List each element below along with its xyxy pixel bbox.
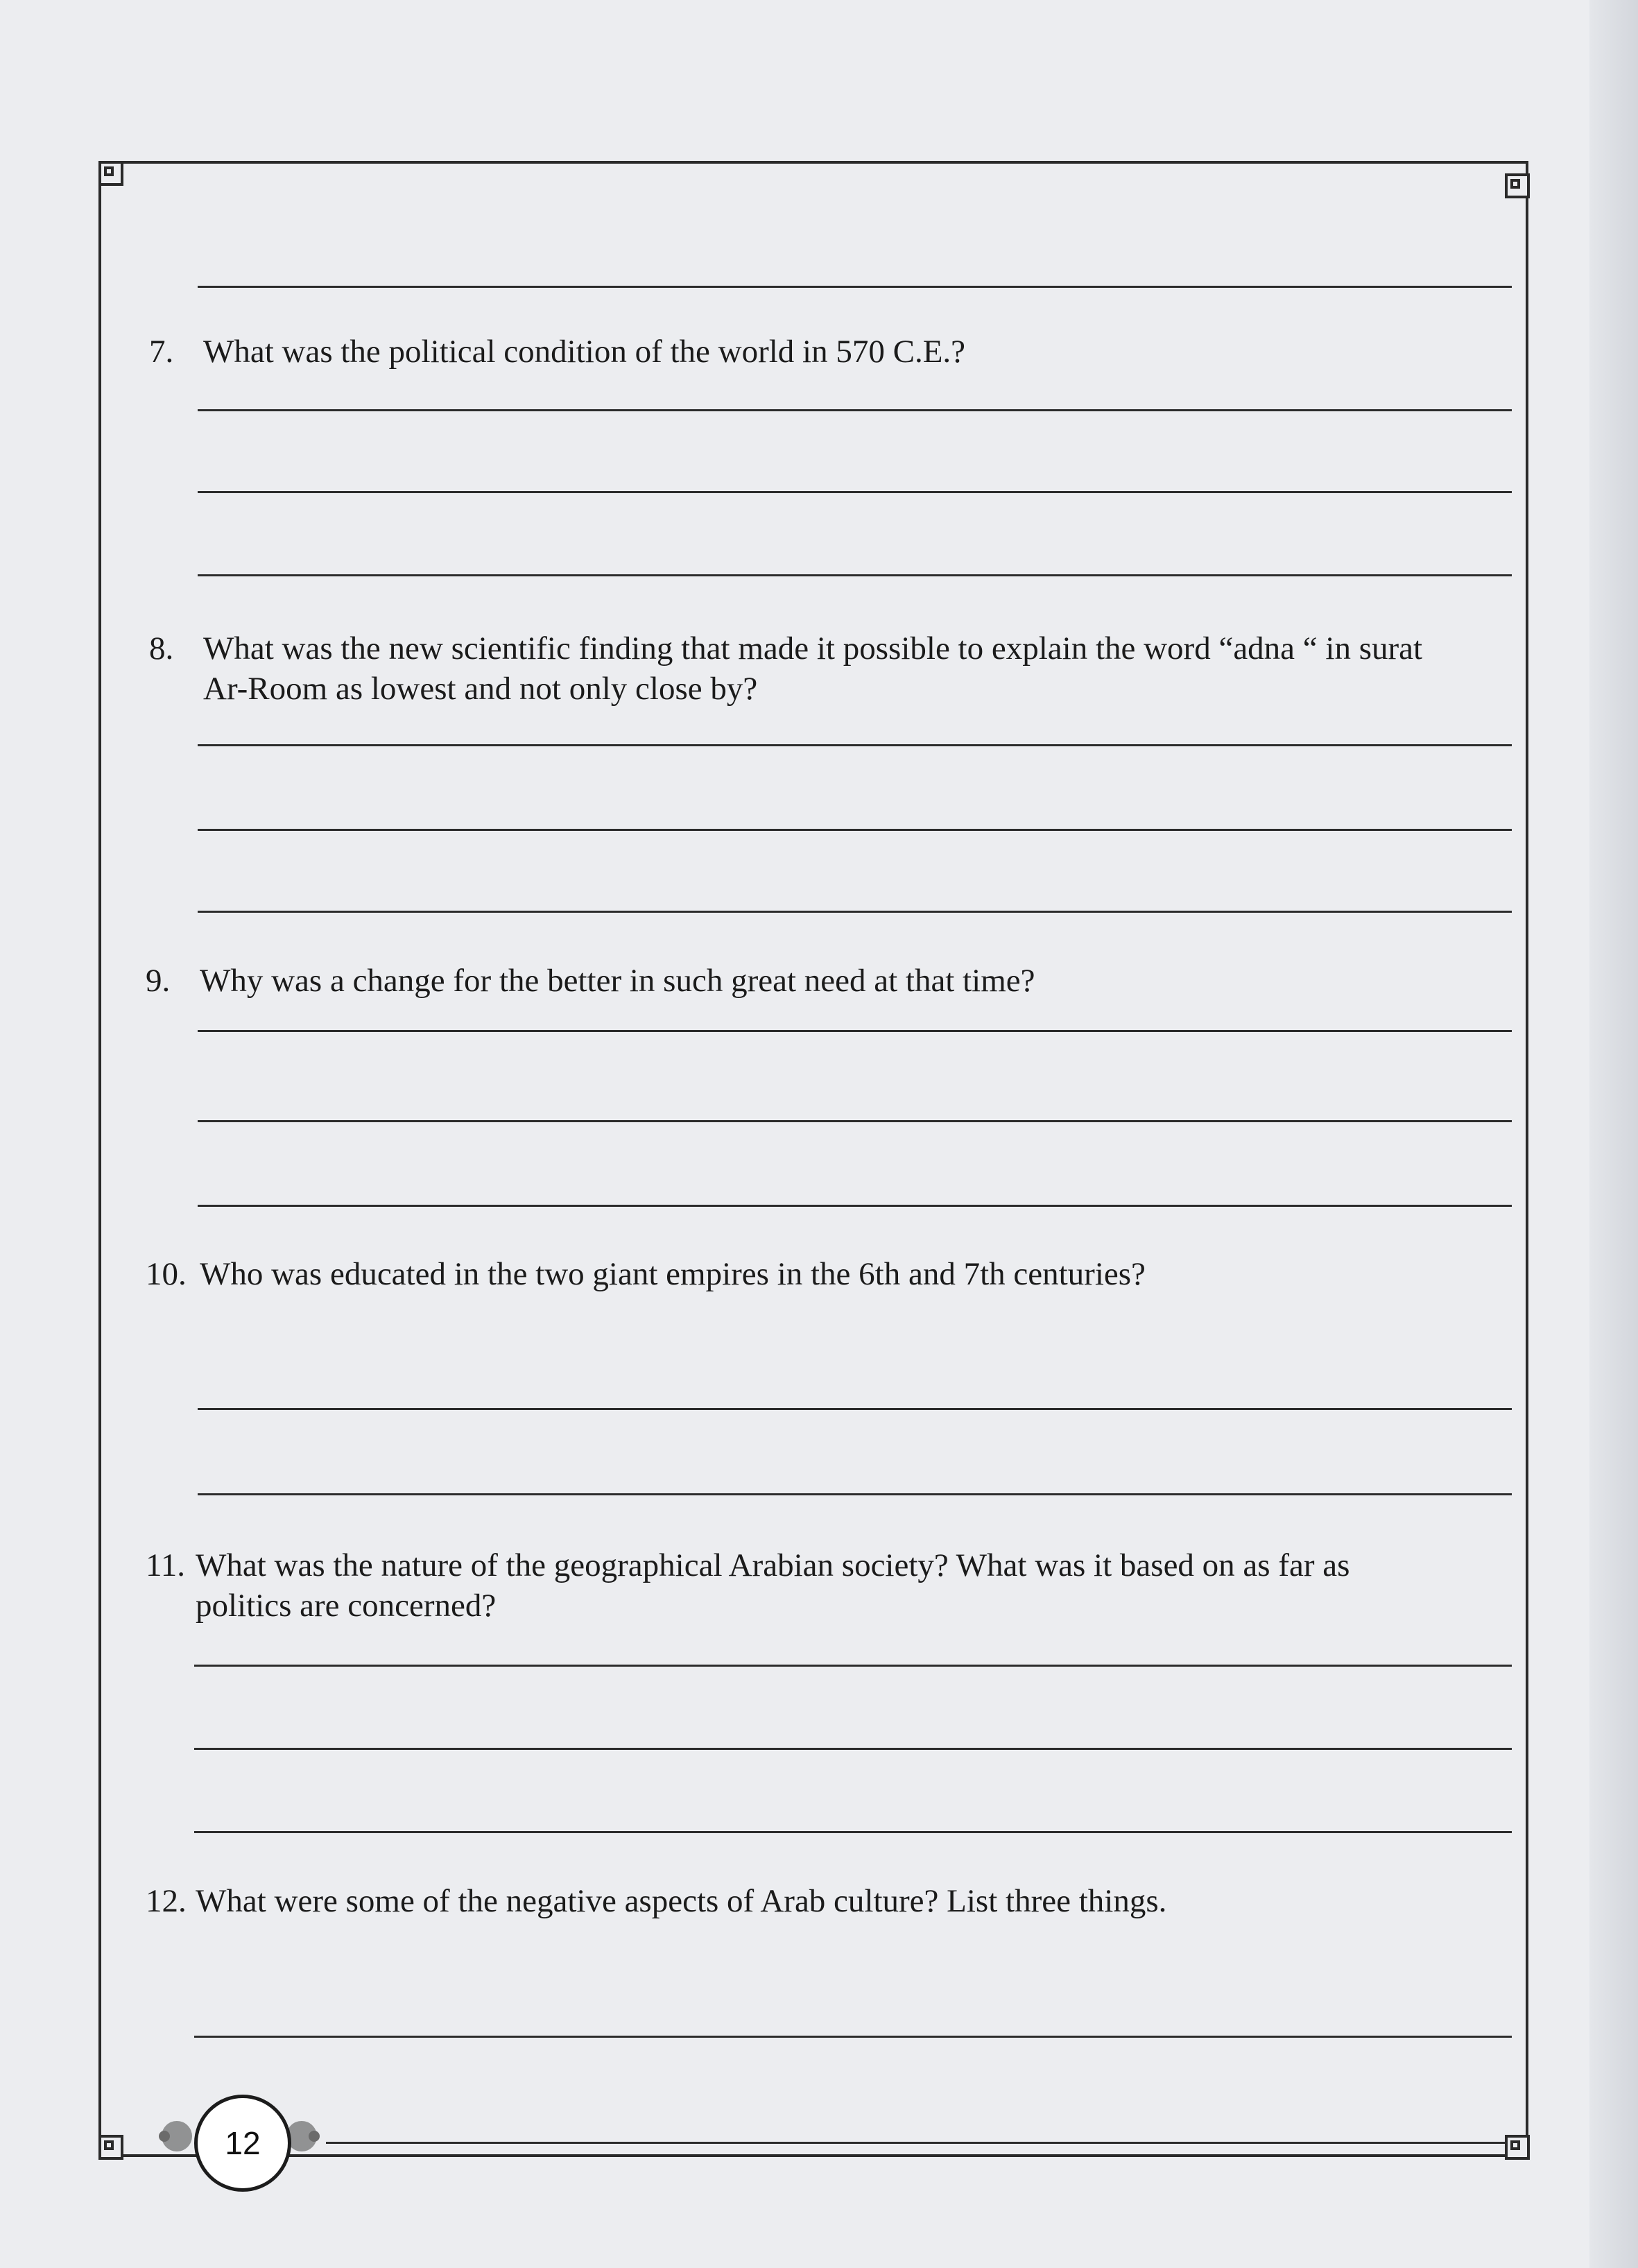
question-number: 10. bbox=[146, 1256, 187, 1292]
border-corner-ornament bbox=[1505, 173, 1530, 198]
page-edge-shadow bbox=[1589, 0, 1638, 2268]
border-corner-ornament bbox=[1505, 2135, 1530, 2160]
question-11 bbox=[146, 1545, 1505, 1629]
question-number: 12. bbox=[146, 1883, 187, 1919]
page-number: 12 bbox=[194, 2095, 291, 2192]
answer-line[interactable] bbox=[194, 1748, 1512, 1750]
answer-line[interactable] bbox=[194, 1665, 1512, 1667]
answer-line[interactable] bbox=[198, 1408, 1512, 1410]
answer-line[interactable] bbox=[194, 2036, 1512, 2038]
answer-line[interactable] bbox=[198, 744, 1512, 746]
question-8 bbox=[149, 628, 1508, 712]
border-corner-ornament bbox=[98, 2135, 123, 2160]
question-text: What was the nature of the geographical Arabian society? What was it based on as far as bbox=[196, 1547, 1350, 1583]
question-text: Who was educated in the two giant empires in the 6th and 7th centuries? bbox=[200, 1256, 1146, 1292]
question-number: 9. bbox=[146, 963, 171, 999]
question-text: Why was a change for the better in such great need at that time? bbox=[200, 963, 1035, 999]
answer-line[interactable] bbox=[198, 491, 1512, 493]
answer-line[interactable] bbox=[198, 409, 1512, 411]
answer-line[interactable] bbox=[198, 911, 1512, 913]
border-corner-ornament bbox=[98, 161, 123, 186]
question-text: What was the political condition of the world in 570 C.E.? bbox=[203, 334, 966, 370]
question-number: 7. bbox=[149, 334, 174, 370]
answer-line[interactable] bbox=[198, 1205, 1512, 1207]
question-text: What was the new scientific finding that made it possible to explain the word “adna “ in surat bbox=[203, 630, 1423, 667]
answer-line[interactable] bbox=[198, 286, 1512, 288]
question-number: 11. bbox=[146, 1547, 186, 1583]
question-7 bbox=[149, 332, 1508, 373]
question-number: 8. bbox=[149, 630, 174, 667]
answer-line[interactable] bbox=[194, 1831, 1512, 1833]
question-text: What were some of the negative aspects of Arab culture? List three things. bbox=[196, 1883, 1167, 1919]
answer-line[interactable] bbox=[198, 574, 1512, 576]
question-text: Ar-Room as lowest and not only close by? bbox=[203, 671, 758, 707]
answer-line[interactable] bbox=[198, 1030, 1512, 1032]
footer-rule bbox=[326, 2142, 1505, 2144]
question-text: politics are concerned? bbox=[196, 1588, 497, 1624]
answer-line[interactable] bbox=[198, 1120, 1512, 1122]
question-10 bbox=[146, 1254, 1505, 1296]
page-border-frame bbox=[98, 161, 1528, 2157]
question-12 bbox=[146, 1881, 1505, 1923]
question-9 bbox=[146, 961, 1505, 1002]
answer-line[interactable] bbox=[198, 1493, 1512, 1495]
answer-line[interactable] bbox=[198, 829, 1512, 831]
